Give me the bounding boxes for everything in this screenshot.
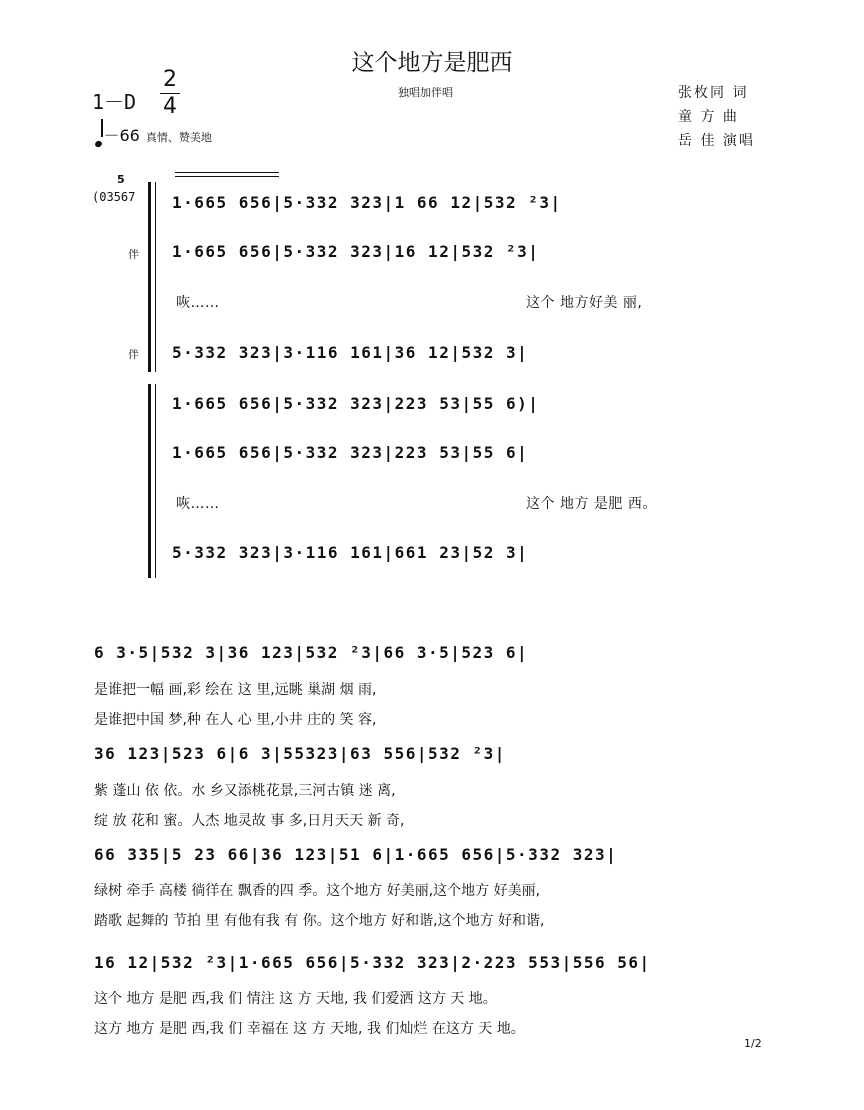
- singer-credit: 岳 佳 演唱: [678, 133, 755, 149]
- system2-line1: 1·665 656|5·332 323|223 53|55 6)|: [172, 394, 540, 413]
- accompaniment-label-1: 伴: [128, 248, 139, 261]
- system1-lyric-b: 这个 地方好美 丽,: [526, 295, 643, 311]
- system2-line2: 1·665 656|5·332 323|223 53|55 6|: [172, 443, 529, 462]
- system1-line2: 1·665 656|5·332 323|16 12|532 ²3|: [172, 242, 540, 261]
- song-title: 这个地方是肥西: [351, 50, 513, 76]
- verse-lyric-4b: 这方 地方 是肥 西,我 们 幸福在 这 方 天地, 我 们灿烂 在这方 天 地。: [94, 1021, 525, 1037]
- quarter-note-icon: [94, 140, 103, 148]
- verse-notes-1: 6 3·5|532 3|36 123|532 ²3|66 3·5|523 6|: [94, 643, 529, 662]
- verse-lyric-1a: 是谁把一幅 画,彩 绘在 这 里,远眺 巢湖 烟 雨,: [94, 682, 377, 698]
- verse-lyric-4a: 这个 地方 是肥 西,我 们 情注 这 方 天地, 我 们爱洒 这方 天 地。: [94, 991, 497, 1007]
- tempo-value: －66: [103, 126, 140, 145]
- system1-lyric-a: 咴……: [176, 295, 220, 311]
- verse-notes-3: 66 335|5 23 66|36 123|51 6|1·665 656|5·332 323|: [94, 845, 618, 864]
- verse-lyric-1b: 是谁把中国 梦,种 在人 心 里,小井 庄的 笑 容,: [94, 712, 377, 728]
- time-bottom: 4: [163, 94, 177, 119]
- tempo-marking: [95, 123, 212, 146]
- system2-lyric-b: 这个 地方 是肥 西。: [526, 496, 657, 512]
- accompaniment-label-2: 伴: [128, 348, 139, 361]
- system2-lyric-a: 咴……: [176, 496, 220, 512]
- verse-lyric-2b: 绽 放 花和 蜜。人杰 地灵故 事 多,日月天天 新 奇,: [94, 813, 405, 829]
- verse-lyric-3b: 踏歌 起舞的 节拍 里 有他有我 有 你。这个地方 好和谐,这个地方 好和谐,: [94, 913, 545, 929]
- verse-notes-4: 16 12|532 ²3|1·665 656|5·332 323|2·223 553|556 56|: [94, 953, 651, 972]
- song-subtitle: 独唱加伴唱: [398, 86, 453, 99]
- page-number: 1/2: [744, 1037, 762, 1050]
- lyricist-credit: 张枚同 词: [678, 85, 749, 101]
- time-top: 2: [163, 67, 177, 92]
- key-signature: 1－D: [92, 90, 137, 114]
- system2-line3: 5·332 323|3·116 161|661 23|52 3|: [172, 543, 529, 562]
- verse-lyric-2a: 紫 蓬山 依 依。水 乡又添桃花景,三河古镇 迷 离,: [94, 783, 396, 799]
- expression-marking: 真情、赞美地: [145, 131, 212, 144]
- intro-number: 5: [117, 173, 125, 186]
- verse-lyric-3a: 绿树 牵手 高楼 徜徉在 飘香的四 季。这个地方 好美丽,这个地方 好美丽,: [94, 883, 541, 899]
- system1-line3: 5·332 323|3·116 161|36 12|532 3|: [172, 343, 529, 362]
- time-signature: [160, 68, 180, 119]
- verse-notes-2: 36 123|523 6|6 3|55323|63 556|532 ²3|: [94, 744, 506, 763]
- intro-notes: (03567: [92, 190, 136, 204]
- system1-line1: 1·665 656|5·332 323|1 66 12|532 ²3|: [172, 193, 562, 212]
- composer-credit: 童 方 曲: [678, 109, 739, 125]
